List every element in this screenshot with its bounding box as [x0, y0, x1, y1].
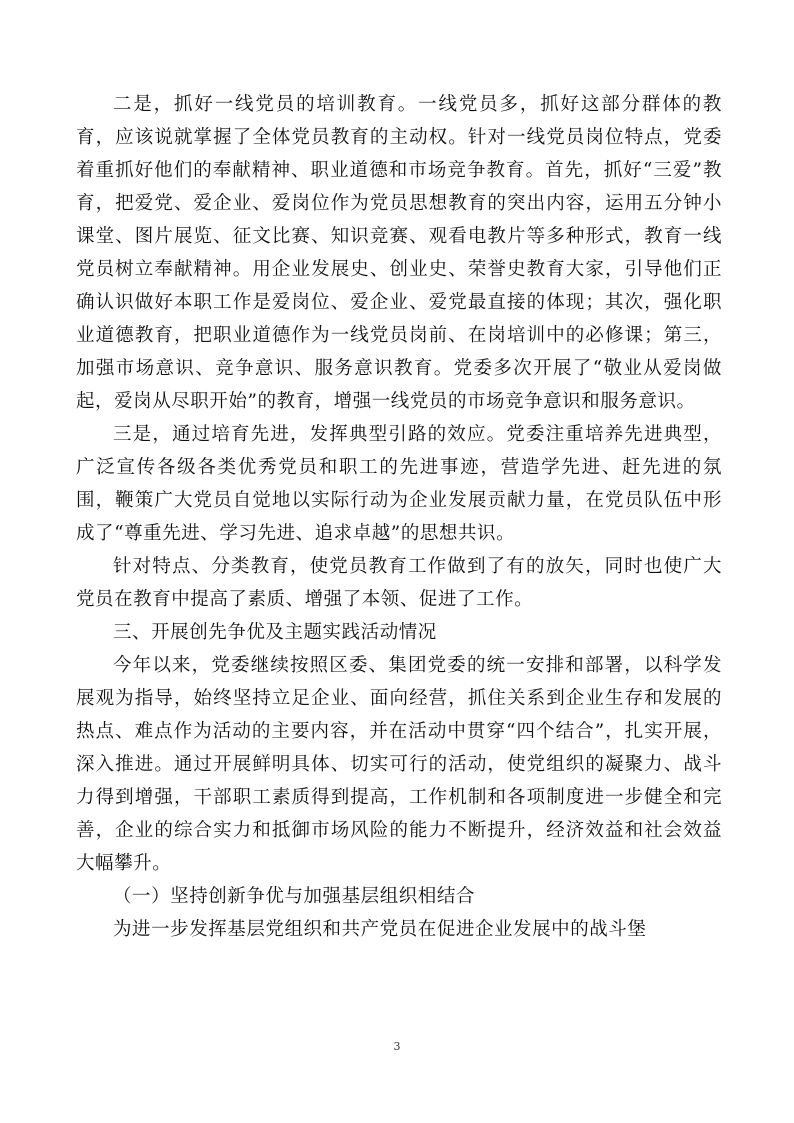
- paragraph-advanced-models: 三是，通过培育先进，发挥典型引路的效应。党委注重培养先进典型，广泛宣传各级各类优秀党员和职工的先进事迹，营造学先进、赶先进的氛围，鞭策广大党员自觉地以实际行动为企业发展贡献力量，在党员队伍中形成了“尊重先进、学习先进、追求卓越”的思想共识。: [76, 424, 722, 544]
- paragraph-classified-education: 针对特点、分类教育，使党员教育工作做到了有的放矢，同时也使广大党员在教育中提高了素质、增强了本领、促进了工作。: [76, 556, 722, 610]
- document-body: [76, 88, 722, 946]
- subsection-heading: （一）坚持创新争优与加强基层组织相结合: [113, 886, 475, 907]
- page-number: 3: [393, 1040, 401, 1053]
- section-heading: 三、开展创先争优及主题实践活动情况: [113, 622, 437, 643]
- paragraph-grassroots: 为进一步发挥基层党组织和共产党员在促进企业发展中的战斗堡: [113, 919, 647, 940]
- paragraph-activities-overview: 今年以来，党委继续按照区委、集团党委的统一安排和部署，以科学发展观为指导，始终坚持立足企业、面向经营，抓住关系到企业生存和发展的热点、难点作为活动的主要内容，并在活动中贯穿“四个结合”，扎实开展，深入推进。通过开展鲜明具体、切实可行的活动，使党组织的凝聚力、战斗力得到增强，干部职工素质得到提高，工作机制和各项制度进一步健全和完善，企业的综合实力和抵御市场风险的能力不断提升，经济效益和社会效益大幅攀升。: [76, 655, 722, 874]
- paragraph-frontline-training: 二是，抓好一线党员的培训教育。一线党员多，抓好这部分群体的教育，应该说就掌握了全体党员教育的主动权。针对一线党员岗位特点，党委着重抓好他们的奉献精神、职业道德和市场竞争教育。首先，抓好“三爱”教育，把爱党、爱企业、爱岗位作为党员思想教育的突出内容，运用五分钟小课堂、图片展览、征文比赛、知识竞赛、观看电教片等多种形式，教育一线党员树立奉献精神。用企业发展史、创业史、荣誉史教育大家，引导他们正确认识做好本职工作是爱岗位、爱企业、爱党最直接的体现；其次，强化职业道德教育，把职业道德作为一线党员岗前、在岗培训中的必修课；第三，加强市场意识、竞争意识、服务意识教育。党委多次开展了“敬业从爱岗做起，爱岗从尽职开始”的教育，增强一线党员的市场竞争意识和服务意识。: [76, 94, 722, 412]
